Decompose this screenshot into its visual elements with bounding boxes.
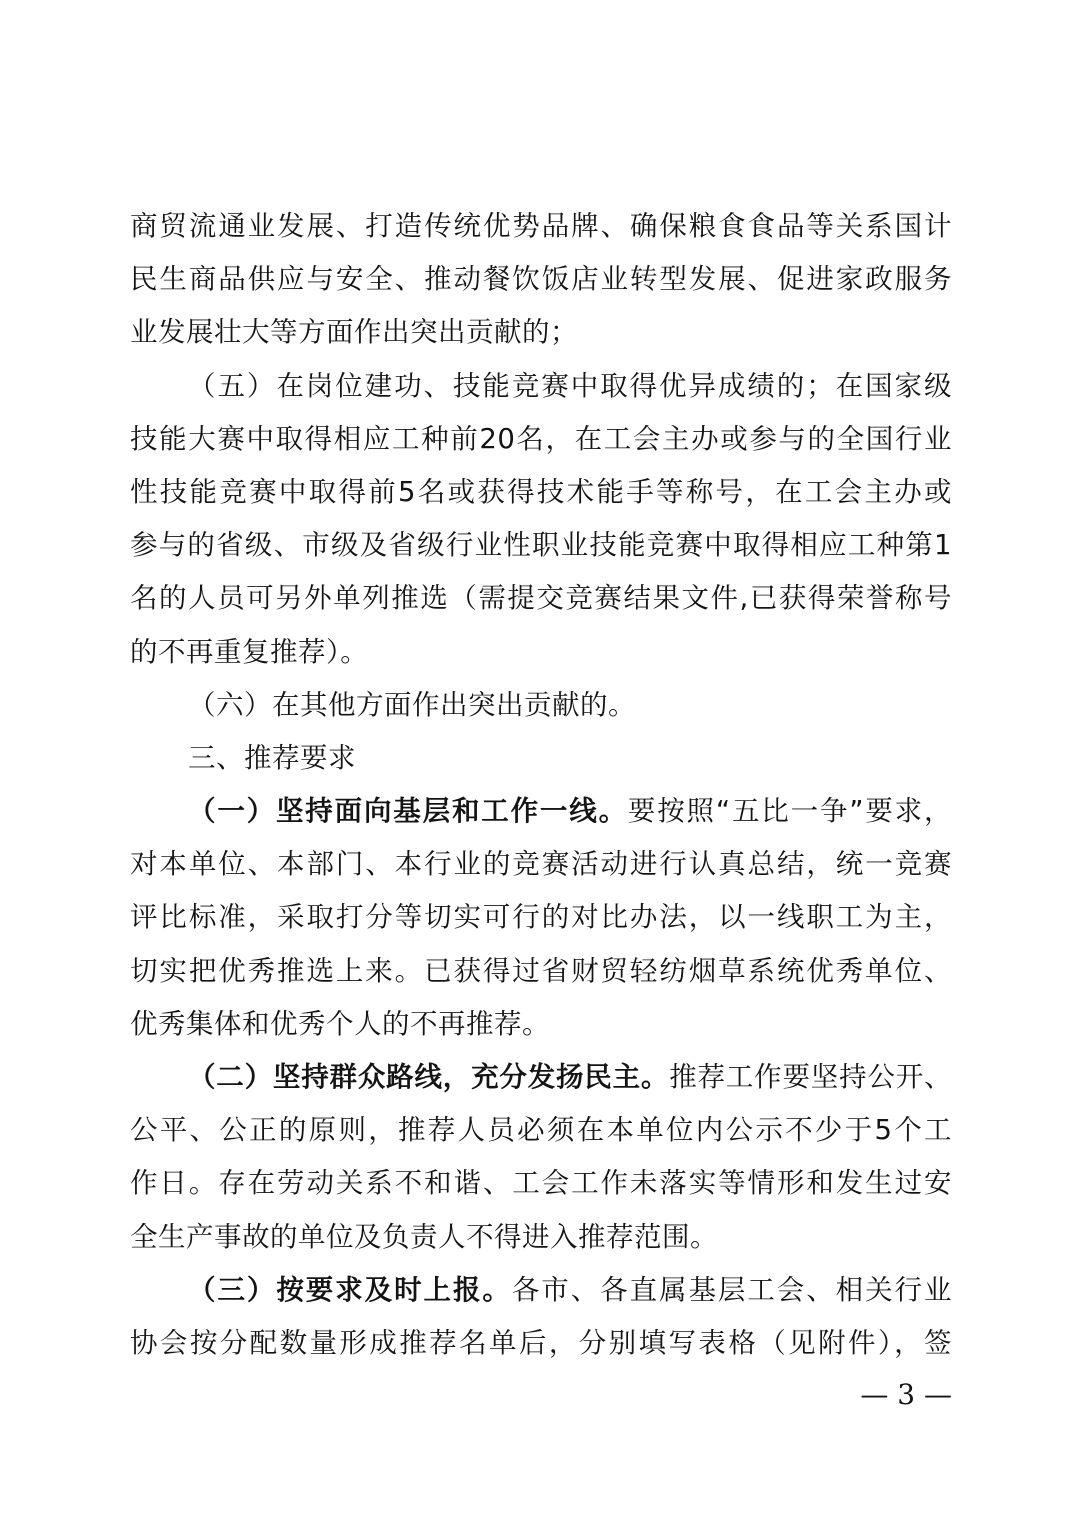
text-line: 参与的省级、市级及省级行业性职业技能竞赛中取得相应工种第1	[130, 529, 952, 562]
text-line: 业发展壮大等方面作出突出贡献的；	[130, 316, 578, 349]
text-line	[130, 785, 952, 838]
requirement-lead: （二）坚持群众路线，充分发扬民主。	[188, 1061, 670, 1093]
text-line: 对本单位、本部门、本行业的竞赛活动进行认真总结，统一竞赛	[130, 848, 952, 881]
paragraph-item-five	[130, 360, 952, 679]
document-body	[130, 200, 952, 1370]
requirement-3	[130, 1264, 952, 1370]
text-line: （六）在其他方面作出突出贡献的。	[188, 688, 636, 721]
text-line: 公平、公正的原则，推荐人员必须在本单位内公示不少于5个工	[130, 1114, 952, 1147]
requirement-text: 要按照“五比一争”要求，	[627, 795, 952, 828]
text-line: 的不再重复推荐）。	[130, 635, 369, 668]
text-line: 民生商品供应与安全、推动餐饮饭店业转型发展、促进家政服务	[130, 263, 952, 296]
paragraph-item-six	[130, 679, 952, 732]
text-line: 评比标准，采取打分等切实可行的对比办法，以一线职工为主，	[130, 901, 952, 934]
requirement-1	[130, 785, 952, 1051]
text-line: 切实把优秀推选上来。已获得过省财贸轻纺烟草系统优秀单位、	[130, 954, 952, 987]
text-line: 作日。存在劳动关系不和谐、工会工作未落实等情形和发生过安	[130, 1167, 952, 1200]
text-line: 协会按分配数量形成推荐名单后，分别填写表格（见附件），签	[130, 1326, 952, 1359]
text-line: 商贸流通业发展、打造传统优势品牌、确保粮食食品等关系国计	[130, 210, 952, 242]
text-line: 名的人员可另外单列推选（需提交竞赛结果文件,已获得荣誉称号	[130, 582, 952, 615]
text-line: 性技能竞赛中取得前5名或获得技术能手等称号，在工会主办或	[130, 475, 952, 508]
section-heading: 三、推荐要求	[188, 741, 356, 774]
requirement-2	[130, 1051, 952, 1264]
paragraph-continuation	[130, 200, 952, 360]
requirement-text: 各市、各直属基层工会、相关行业	[511, 1273, 953, 1306]
requirement-text: 推荐工作要坚持公开、	[669, 1061, 953, 1093]
text-line: （五）在岗位建功、技能竞赛中取得优异成绩的；在国家级	[188, 369, 952, 402]
text-line	[130, 1051, 952, 1104]
requirement-lead: （一）坚持面向基层和工作一线。	[188, 795, 628, 828]
requirement-lead: （三）按要求及时上报。	[188, 1273, 512, 1306]
page-number: — 3 —	[860, 1378, 952, 1411]
text-line: 优秀集体和优秀个人的不再推荐。	[130, 1007, 550, 1040]
text-line	[130, 1264, 952, 1317]
text-line: 技能大赛中取得相应工种前20名，在工会主办或参与的全国行业	[130, 422, 952, 455]
text-line: 全生产事故的单位及负责人不得进入推荐范围。	[130, 1220, 718, 1253]
